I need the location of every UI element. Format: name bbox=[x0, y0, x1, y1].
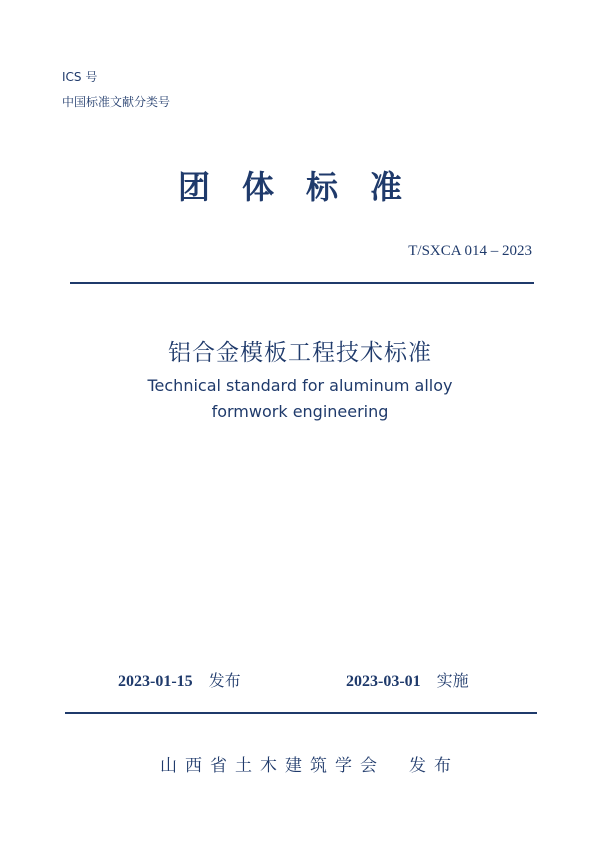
title-chinese: 铝合金模板工程技术标准 bbox=[168, 340, 432, 366]
ics-number: ICS 号 bbox=[62, 70, 98, 84]
publisher-action: 发布 bbox=[409, 756, 459, 776]
title-english-line-2: formwork engineering bbox=[211, 402, 389, 421]
publisher-name: 山西省土木建筑学会 bbox=[160, 756, 385, 776]
issue-date: 2023-01-15 bbox=[118, 673, 193, 690]
standard-number: T/SXCA 014 – 2023 bbox=[408, 243, 532, 259]
top-divider bbox=[70, 282, 534, 284]
classification-number: 中国标准文献分类号 bbox=[62, 95, 171, 109]
implementation-label: 实施 bbox=[436, 671, 469, 690]
implementation-date-block bbox=[346, 668, 469, 691]
issue-label: 发布 bbox=[208, 671, 241, 690]
title-english-line-1: Technical standard for aluminum alloy bbox=[147, 376, 453, 395]
publisher-line bbox=[160, 751, 459, 776]
document-type-heading: 团体标准 bbox=[177, 168, 434, 206]
issue-date-block bbox=[118, 668, 241, 691]
bottom-divider bbox=[65, 712, 537, 714]
implementation-date: 2023-03-01 bbox=[346, 673, 421, 690]
